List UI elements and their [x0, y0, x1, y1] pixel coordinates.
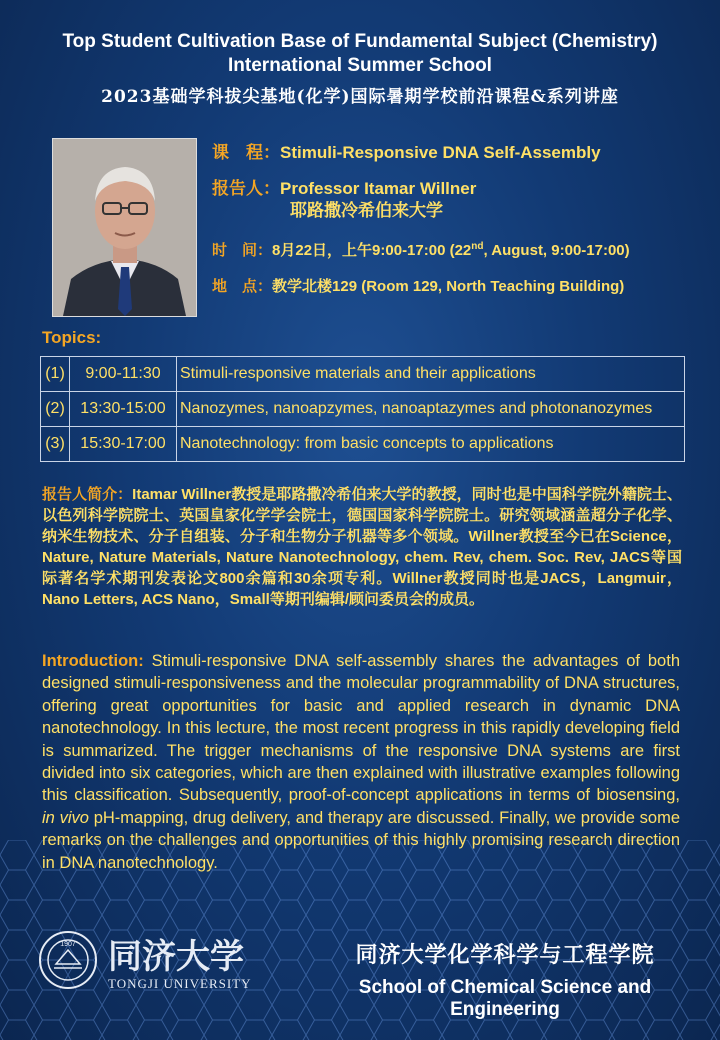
speaker-bio [42, 484, 682, 610]
table-row [41, 357, 685, 392]
speaker-affiliation: 耶路撒冷希伯来大学 [290, 201, 443, 220]
logo-english: TONGJI UNIVERSITY [108, 976, 252, 991]
header [0, 30, 720, 107]
course-value: Stimuli-Responsive DNA Self-Assembly [280, 143, 601, 162]
university-seal-icon [38, 930, 288, 998]
lecture-info [212, 142, 702, 312]
topic-number: (2) [41, 392, 70, 427]
speaker-label: 报告人： [212, 179, 280, 198]
topic-number: (1) [41, 357, 70, 392]
school-name-chinese: 同济大学化学科学与工程学院 [355, 942, 655, 967]
topic-text: Nanotechnology: from basic concepts to applications [177, 427, 685, 462]
bio-label: 报告人简介： [42, 486, 133, 503]
title-line-1: Top Student Cultivation Base of Fundamental Subject (Chemistry) [62, 31, 658, 52]
topic-time: 13:30-15:00 [70, 392, 177, 427]
intro-text-a: Stimuli-responsive DNA self-assembly shares the advantages of both designed stimuli-responsiveness and the molecular programmability of DNA structures, offering great opportunities for basic and applied research in dynamic DNA nanotechnology. In this lecture, the most recent progress in this rapidly developing field is summarized. The trigger mechanisms of the responsive DNA systems are first divided into six categories, which are then explained with illustrative examples following this classification. Subsequently, proof-of-concept applications in terms of biosensing, [42, 652, 680, 805]
school-name-english: School of Chemical Science and Engineering [358, 977, 652, 1020]
speaker-photo [52, 138, 197, 317]
speaker-row [212, 178, 702, 222]
topic-number: (3) [41, 427, 70, 462]
portrait-image [53, 139, 196, 316]
place-row [212, 276, 702, 298]
introduction [42, 650, 680, 874]
speaker-name: Professor Itamar Willner [280, 179, 477, 198]
topics-title: Topics: [42, 328, 102, 347]
time-superscript: nd [471, 241, 484, 252]
time-value: 8月22日，上午9:00-17:00 (22 [272, 242, 472, 259]
course-label: 课 程： [212, 143, 280, 162]
intro-italic: in vivo [42, 808, 89, 827]
topic-time: 15:30-17:00 [70, 427, 177, 462]
place-value: 教学北楼129 (Room 129, North Teaching Building) [272, 278, 625, 295]
time-label: 时 间： [212, 242, 273, 259]
intro-label: Introduction: [42, 652, 144, 670]
time-value-end: , August, 9:00-17:00) [483, 242, 630, 259]
bio-text: Itamar Willner教授是耶路撒冷希伯来大学的教授，同时也是中国科学院外籍院士、以色列科学院院士、英国皇家化学学会院士，德国国家科学院院士。研究领域涵盖超分子化学、纳米生物技术、分子自组装、分子和生物分子机器等多个领域。Willner教授至今已在Science，Nature, Nature Materials, Nature Nanotechnology, chem. Rev, chem. Soc. Rev, JACS等国际著名学术期刊发表论文800余篇和30余项专利。Willner教授同时也是JACS，Langmuir，Nano Letters, ACS Nano，Small等期刊编辑/顾问委员会的成员。 [42, 486, 682, 608]
title-chinese: 2023基础学科拔尖基地(化学)国际暑期学校前沿课程&系列讲座 [101, 87, 619, 107]
seal-year: 1907 [60, 941, 76, 948]
topic-text: Stimuli-responsive materials and their applications [177, 357, 685, 392]
course-row [212, 142, 702, 164]
table-row [41, 392, 685, 427]
topic-time: 9:00-11:30 [70, 357, 177, 392]
logo-chinese: 同济大学 [108, 937, 244, 977]
topic-text: Nanozymes, nanoapzymes, nanoaptazymes and photonanozymes [177, 392, 685, 427]
tongji-logo [38, 930, 288, 998]
time-row [212, 236, 702, 262]
place-label: 地 点： [212, 278, 273, 295]
title-line-2: International Summer School [228, 55, 492, 76]
school-name [305, 938, 705, 1021]
topics-table [40, 356, 685, 462]
intro-text-b: pH-mapping, drug delivery, and therapy are discussed. Finally, we provide some remarks on the challenges and opportunities of this highly promising research direction in DNA nanotechnology. [42, 808, 680, 872]
table-row [41, 427, 685, 462]
